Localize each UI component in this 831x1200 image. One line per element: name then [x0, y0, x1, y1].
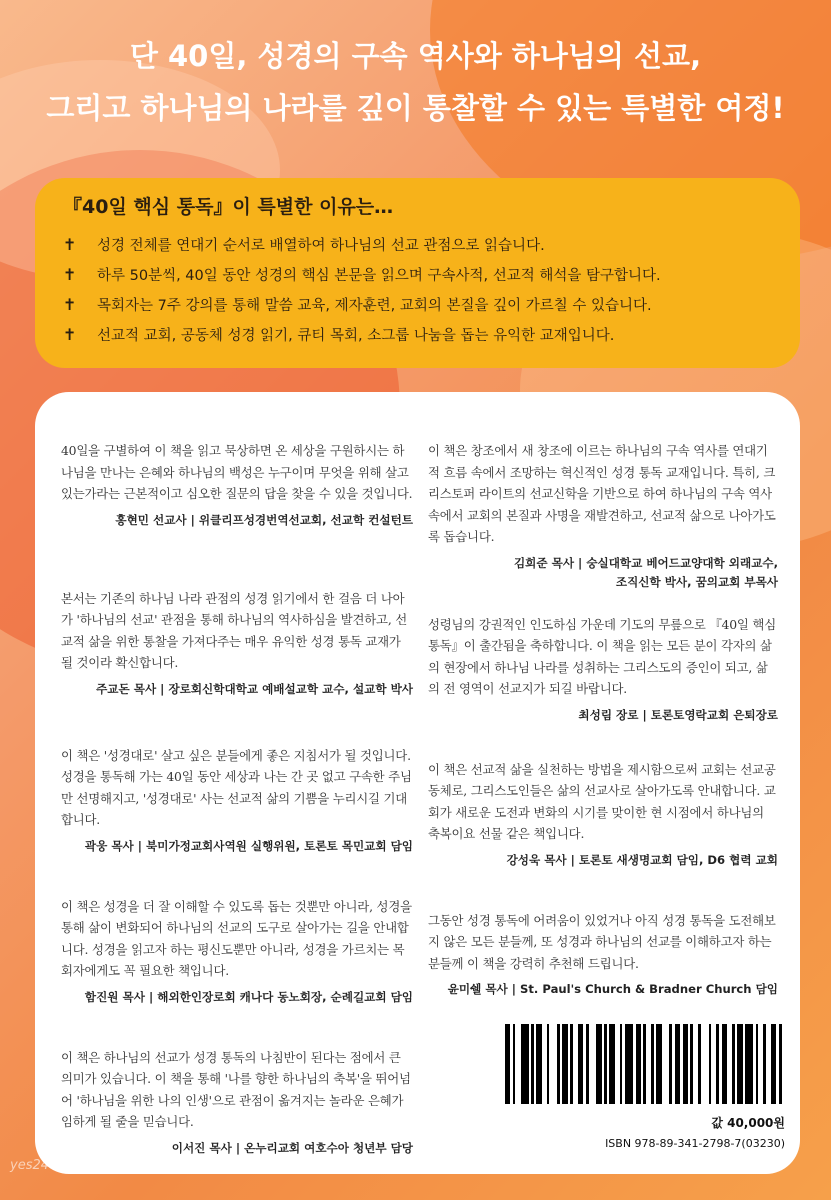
- recommendation-text: 본서는 기존의 하나님 나라 관점의 성경 읽기에서 한 걸음 더 나아가 '하나님의 선교' 관점을 통해 하나님의 역사하심을 발견하고, 선교적 삶을 위한 통찰을 가져다주는 매우 유익한 성경 통독 교재가 될 것이라 확신합니다.: [61, 590, 408, 670]
- reason-text: 하루 50분씩, 40일 동안 성경의 핵심 본문을 읽으며 구속사적, 선교적 해석을 탐구합니다.: [97, 267, 661, 284]
- barcode-area: [505, 1024, 785, 1154]
- signature-line: 김희준 목사 | 숭실대학교 베어드교양대학 외래교수,: [513, 555, 778, 570]
- recommendation-signature: [428, 554, 778, 592]
- cross-icon: ✝: [63, 234, 77, 254]
- recommendation-text: 이 책은 '성경대로' 살고 싶은 분들에게 좋은 지침서가 될 것입니다. 성경을 통독해 가는 40일 동안 세상과 나는 간 곳 없고 구속한 주님만 선명해지고, '성경대로' 사는 선교적 삶의 기쁨을 누리시길 기대합니다.: [61, 747, 412, 827]
- headline: [0, 30, 831, 134]
- cross-icon: ✝: [63, 264, 77, 284]
- barcode-bar: [782, 1024, 785, 1104]
- recommendation-text: 이 책은 창조에서 새 창조에 이르는 하나님의 구속 역사를 연대기적 흐름 속에서 조망하는 혁신적인 성경 통독 교재입니다. 특히, 크리스토퍼 라이트의 선교신학을 기반으로 하여 하나님의 구속 역사 속에서 교회의 본질과 사명을 재발견하고, 선교적 삶으로 나아가도록 돕습니다.: [428, 443, 776, 544]
- reason-item: [63, 229, 772, 259]
- recommendation-text: 이 책은 하나님의 선교가 성경 통독의 나침반이 된다는 점에서 큰 의미가 있습니다. 이 책을 통해 '나를 향한 하나님의 축복'을 뛰어넘어 '하나님을 위한 나의 인생'으로 관점이 옮겨지는 놀라운 은혜가 임하게 될 줄을 믿습니다.: [61, 1049, 411, 1129]
- recommendations-left-column: [61, 440, 413, 1200]
- recommendation-text: 성령님의 강권적인 인도하심 가운데 기도의 무릎으로 『40일 핵심 통독』이 출간됨을 축하합니다. 이 책을 읽는 모든 분이 각자의 삶의 현장에서 하나님 나라를 성취하는 그리스도의 증인이 되고, 삶의 전 영역이 선교지가 되길 바랍니다.: [428, 616, 776, 696]
- recommendation: [61, 588, 413, 699]
- recommendation: [61, 1047, 413, 1158]
- recommendation-signature: [428, 706, 778, 725]
- barcode-bar: [549, 1024, 557, 1104]
- recommendation: [61, 896, 413, 1007]
- recommendation-text: 이 책은 성경을 더 잘 이해할 수 있도록 돕는 것뿐만 아니라, 성경을 통해 삶이 변화되어 하나님의 선교의 도구로 살아가는 길을 안내합니다. 성경을 읽고자 하는 평신도뿐만 아니라, 성경을 가르치는 목회자에게도 꼭 필요한 책입니다.: [61, 898, 412, 978]
- signature-line: 강성욱 목사 | 토론토 새생명교회 담임, D6 협력 교회: [506, 852, 778, 867]
- cross-icon: ✝: [63, 324, 77, 344]
- barcode-bar: [745, 1024, 753, 1104]
- barcode-bar: [662, 1024, 670, 1104]
- recommendation-signature: [428, 980, 778, 999]
- recommendation-signature: 함진원 목사 | 해외한인장로회 캐나다 동노회장, 순례길교회 담임: [84, 989, 413, 1004]
- recommendation-signature: 주교돈 목사 | 장로회신학대학교 예배설교학 교수, 설교학 박사: [96, 681, 413, 696]
- recommendation: [428, 910, 778, 1000]
- signature-line: 조직신학 박사, 꿈의교회 부목사: [615, 574, 778, 589]
- recommendation: [61, 440, 413, 530]
- barcode: [505, 1024, 785, 1104]
- recommendation-signature: [428, 851, 778, 870]
- recommendations-panel: [35, 392, 800, 1174]
- recommendations-right-column: [428, 440, 778, 1043]
- reason-item: [63, 319, 772, 349]
- reason-item: [63, 289, 772, 319]
- recommendation: [61, 745, 413, 856]
- reason-text: 목회자는 7주 강의를 통해 말씀 교육, 제자훈련, 교회의 본질을 깊이 가르칠 수 있습니다.: [97, 297, 652, 314]
- barcode-bar: [625, 1024, 633, 1104]
- signature-line: 최성림 장로 | 토론토영락교회 은퇴장로: [578, 707, 778, 722]
- barcode-bar: [521, 1024, 529, 1104]
- cross-icon: ✝: [63, 294, 77, 314]
- reasons-box: [35, 178, 800, 368]
- watermark: yes24: [10, 1158, 50, 1173]
- reason-text: 선교적 교회, 공동체 성경 읽기, 큐티 목회, 소그룹 나눔을 돕는 유익한 교재입니다.: [97, 327, 615, 344]
- recommendation-text: 그동안 성경 통독에 어려움이 있었거나 아직 성경 통독을 도전해보지 않은 모든 분들께, 또 성경과 하나님의 선교를 이해하고자 하는 분들께 이 책을 강력히 추천해 드립니다.: [428, 912, 776, 971]
- recommendation-text: 이 책은 선교적 삶을 실천하는 방법을 제시함으로써 교회는 선교공동체로, 그리스도인들은 삶의 선교사로 살아가도록 안내합니다. 교회가 새로운 도전과 변화의 시기를 맞이한 현 시점에서 하나님의 축복이요 선물 같은 책입니다.: [428, 761, 776, 841]
- barcode-bar: [589, 1024, 597, 1104]
- recommendation: [428, 759, 778, 870]
- recommendation: [428, 614, 778, 725]
- recommendation-signature: 곽웅 목사 | 북미가정교회사역원 실행위원, 토론토 목민교회 담임: [84, 838, 413, 853]
- reason-item: [63, 259, 772, 289]
- signature-line: 윤미쉘 목사 | St. Paul's Church & Bradner Church 담임: [447, 982, 778, 996]
- recommendation-text: 40일을 구별하여 이 책을 읽고 묵상하면 온 세상을 구원하시는 하나님을 만나는 은혜와 하나님의 백성은 누구이며 무엇을 위해 살고 있는가라는 근본적이고 심오한 질문의 답을 찾을 수 있을 것입니다.: [61, 443, 413, 501]
- headline-line-1: 단 40일, 성경의 구속 역사와 하나님의 선교,: [129, 39, 702, 73]
- reason-text: 성경 전체를 연대기 순서로 배열하여 하나님의 선교 관점으로 읽습니다.: [97, 237, 545, 254]
- reasons-title: 『40일 핵심 통독』이 특별한 이유는…: [63, 196, 394, 218]
- barcode-bar: [701, 1024, 709, 1104]
- isbn: ISBN 978-89-341-2798-7(03230): [605, 1137, 785, 1150]
- price: 값 40,000원: [711, 1116, 785, 1130]
- recommendation-signature: 이서진 목사 | 온누리교회 여호수아 청년부 담당: [171, 1140, 413, 1155]
- recommendation-signature: 홍현민 선교사 | 위클리프성경번역선교회, 선교학 컨설턴트: [115, 512, 413, 527]
- recommendation: [428, 440, 778, 592]
- headline-line-2: 그리고 하나님의 나라를 깊이 통찰할 수 있는 특별한 여정!: [46, 91, 785, 125]
